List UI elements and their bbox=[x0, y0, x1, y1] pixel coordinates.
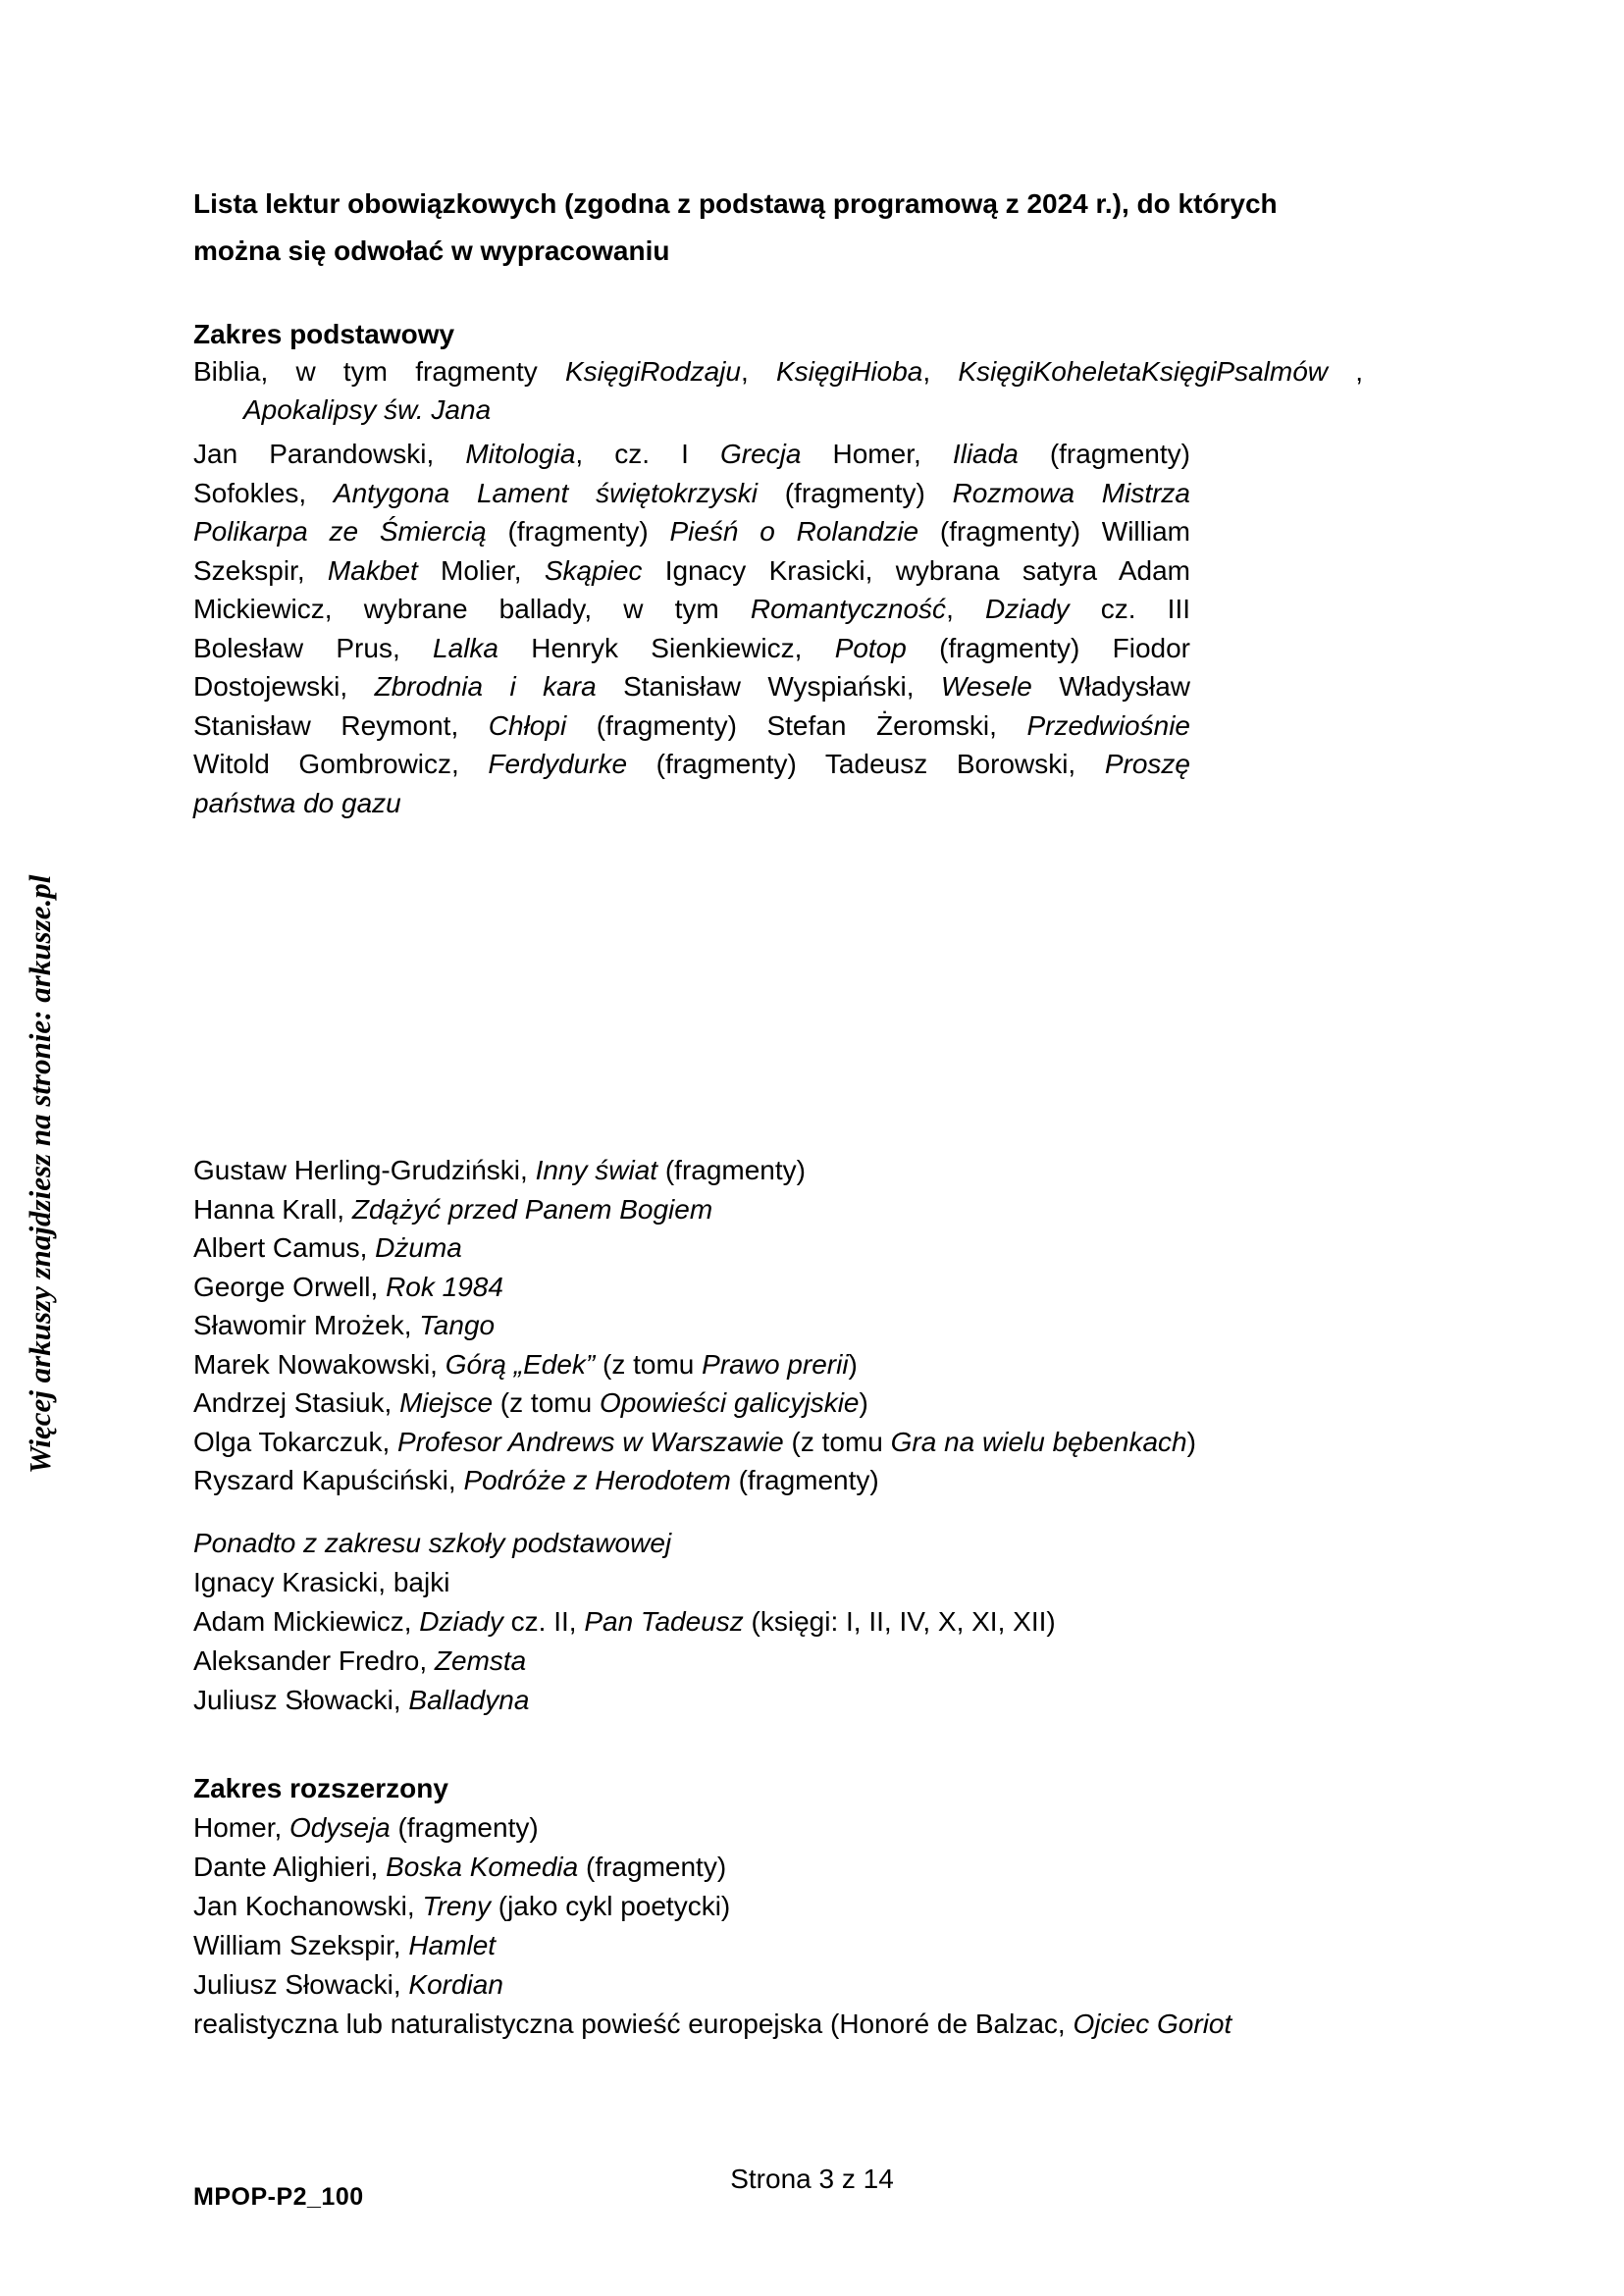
text-segment: (fragmenty) Stefan Żeromski, bbox=[566, 709, 1027, 741]
text-segment: KsięgiRodzaju bbox=[564, 356, 741, 387]
text-segment: Proszę bbox=[1104, 749, 1190, 779]
text-line bbox=[243, 391, 491, 429]
text-segment: (fragmenty) bbox=[486, 516, 670, 547]
text-segment: (fragmenty) bbox=[730, 1465, 879, 1495]
text-line bbox=[193, 353, 1363, 391]
text-segment: Andrzej Stasiuk, bbox=[193, 1387, 400, 1418]
biblia-reading-line bbox=[193, 353, 1363, 391]
text-segment: Ignacy Krasicki, wybrana satyra Adam bbox=[642, 554, 1190, 586]
text-segment: Dżuma bbox=[375, 1232, 462, 1263]
text-line bbox=[193, 181, 1469, 228]
text-segment: Iliada bbox=[952, 439, 1019, 469]
text-line bbox=[193, 1306, 1196, 1345]
text-segment: Zdążyć przed Panem Bogiem bbox=[351, 1193, 713, 1225]
text-segment: Zemsta bbox=[434, 1645, 527, 1676]
text-segment: (fragmenty) Fiodor bbox=[906, 632, 1190, 663]
text-line bbox=[193, 1808, 1231, 1848]
text-line bbox=[193, 316, 454, 353]
text-line bbox=[193, 1642, 1056, 1681]
text-segment: Jan Parandowski, bbox=[193, 439, 466, 469]
zakres-rozszerzony-section bbox=[193, 1769, 1231, 2044]
text-segment: Sofokles, bbox=[193, 477, 334, 508]
text-segment: (fragmenty) bbox=[757, 477, 953, 508]
text-segment: Przedwiośnie bbox=[1026, 709, 1190, 741]
text-line bbox=[193, 1848, 1231, 1887]
text-segment: Miejsce bbox=[399, 1387, 494, 1418]
text-segment: (fragmenty) bbox=[657, 1155, 806, 1185]
text-segment: Pieśń o Rolandzie bbox=[669, 516, 919, 547]
text-line bbox=[193, 1602, 1056, 1642]
text-segment: Odyseja bbox=[289, 1812, 391, 1843]
vertical-margin-note: Więcej arkuszy znajdziesz na stronie: arkusze.pl bbox=[23, 874, 57, 1474]
text-segment: Olga Tokarczuk, bbox=[193, 1426, 398, 1457]
text-line bbox=[193, 1190, 1196, 1229]
text-segment: Podróże z Herodotem bbox=[463, 1465, 731, 1495]
text-segment: Romantyczność bbox=[750, 594, 947, 624]
text-segment: , cz. I bbox=[575, 439, 720, 469]
text-segment: Juliusz Słowacki, bbox=[193, 1685, 409, 1715]
text-line bbox=[193, 629, 1190, 668]
text-segment: Homer, bbox=[193, 1812, 290, 1843]
text-segment: Rozmowa Mistrza bbox=[952, 477, 1191, 508]
text-segment: można się odwołać w wypracowaniu bbox=[193, 235, 670, 266]
text-segment: Lalka bbox=[433, 632, 498, 663]
text-segment: Ojciec Goriot bbox=[1073, 2009, 1232, 2039]
text-segment: Grecja bbox=[719, 439, 802, 469]
form-code: MPOP-P2_100 bbox=[193, 2183, 364, 2211]
section-heading-zakres-podstawowy bbox=[193, 316, 454, 353]
text-segment: Wesele bbox=[940, 671, 1032, 702]
text-line bbox=[193, 1228, 1196, 1268]
text-line bbox=[193, 435, 1190, 474]
apokalipsy-reading-line bbox=[243, 391, 491, 429]
text-segment: Treny bbox=[422, 1891, 491, 1921]
text-segment: Dante Alighieri, bbox=[193, 1852, 387, 1882]
text-segment: (fragmenty) bbox=[1018, 439, 1190, 469]
text-segment: KsięgiKoheletaKsięgiPsalmów bbox=[958, 356, 1329, 387]
text-segment: Polikarpa ze Śmiercią bbox=[193, 516, 487, 547]
text-segment: Prawo prerii bbox=[702, 1348, 849, 1380]
text-segment: Pan Tadeusz bbox=[584, 1606, 744, 1637]
text-line bbox=[193, 474, 1190, 513]
text-segment: Opowieści galicyjskie bbox=[599, 1387, 860, 1418]
text-segment: cz. II, bbox=[502, 1606, 585, 1637]
text-segment: cz. III bbox=[1069, 594, 1190, 624]
text-segment: , bbox=[946, 594, 985, 624]
text-line bbox=[193, 1268, 1196, 1307]
text-segment: Dziady bbox=[419, 1606, 503, 1637]
text-segment: Kordian bbox=[408, 1969, 503, 2000]
text-line bbox=[193, 1524, 1056, 1563]
text-segment: Mitologia bbox=[465, 439, 576, 469]
text-segment: Apokalipsy św. Jana bbox=[243, 394, 492, 425]
text-segment: Makbet bbox=[327, 554, 418, 586]
text-segment: Molier, bbox=[417, 554, 545, 586]
text-segment: Jan Kochanowski, bbox=[193, 1891, 423, 1921]
text-line bbox=[193, 228, 1469, 275]
text-segment: państwa do gazu bbox=[193, 787, 401, 818]
text-line bbox=[193, 667, 1190, 706]
text-segment: Marek Nowakowski, bbox=[193, 1348, 445, 1380]
text-segment: KsięgiHioba bbox=[775, 356, 923, 387]
text-segment: (księgi: I, II, IV, X, XI, XII) bbox=[743, 1606, 1056, 1637]
text-segment: , bbox=[1328, 356, 1364, 387]
text-segment: (fragmenty) bbox=[578, 1852, 727, 1882]
text-segment: Górą „Edek” bbox=[445, 1348, 596, 1380]
text-segment: Inny świat bbox=[535, 1155, 658, 1185]
text-segment: , bbox=[922, 356, 959, 387]
text-segment: William Szekspir, bbox=[193, 1930, 409, 1960]
text-segment: Witold Gombrowicz, bbox=[193, 749, 489, 779]
text-segment: Chłopi bbox=[488, 709, 567, 741]
text-line bbox=[193, 1563, 1056, 1602]
text-line bbox=[193, 706, 1190, 746]
text-segment: Zakres rozszerzony bbox=[193, 1773, 448, 1803]
text-line bbox=[193, 1965, 1231, 2005]
text-line bbox=[193, 1345, 1196, 1384]
text-segment: (z tomu bbox=[493, 1387, 600, 1418]
text-segment: Stanisław Reymont, bbox=[193, 709, 489, 741]
text-segment: Skąpiec bbox=[544, 554, 643, 586]
text-segment: (z tomu bbox=[595, 1348, 703, 1380]
text-line bbox=[193, 1423, 1196, 1462]
text-line bbox=[193, 551, 1190, 591]
text-segment: Szekspir, bbox=[193, 554, 328, 586]
text-segment: Adam Mickiewicz, bbox=[193, 1606, 420, 1637]
text-segment: Profesor Andrews w Warszawie bbox=[397, 1426, 784, 1457]
text-segment: George Orwell, bbox=[193, 1271, 387, 1302]
text-segment: Balladyna bbox=[408, 1685, 530, 1715]
text-line bbox=[193, 2005, 1231, 2044]
text-line bbox=[193, 1769, 1231, 1808]
text-segment: Gra na wielu bębenkach bbox=[890, 1426, 1187, 1457]
text-segment: Bolesław Prus, bbox=[193, 632, 434, 663]
text-line bbox=[193, 1151, 1196, 1190]
text-segment: Sławomir Mrożek, bbox=[193, 1310, 420, 1340]
text-segment: Lista lektur obowiązkowych (zgodna z podstawą programową z 2024 r.), do których bbox=[193, 188, 1278, 219]
text-segment: Zakres podstawowy bbox=[193, 319, 455, 349]
text-line bbox=[193, 1461, 1196, 1500]
text-segment: ) bbox=[859, 1387, 868, 1418]
text-segment: Zbrodnia i kara bbox=[374, 671, 597, 702]
text-segment: Juliusz Słowacki, bbox=[193, 1969, 409, 2000]
text-segment: ) bbox=[848, 1348, 858, 1380]
document-title bbox=[193, 181, 1469, 275]
text-segment: Biblia, w tym fragmenty bbox=[193, 356, 565, 387]
text-segment: Rok 1984 bbox=[386, 1271, 503, 1302]
text-segment: Hamlet bbox=[408, 1930, 497, 1960]
text-segment: Ferdydurke bbox=[488, 749, 628, 779]
text-segment: (fragmenty) Tadeusz Borowski, bbox=[627, 749, 1105, 779]
text-segment: (z tomu bbox=[783, 1426, 891, 1457]
text-segment: Władysław bbox=[1031, 671, 1191, 702]
text-segment: Aleksander Fredro, bbox=[193, 1645, 435, 1676]
text-line bbox=[193, 784, 1190, 823]
text-line bbox=[193, 1926, 1231, 1965]
text-segment: (jako cykl poetycki) bbox=[490, 1891, 731, 1921]
text-line bbox=[193, 590, 1190, 629]
page-number: Strona 3 z 14 bbox=[730, 2164, 894, 2194]
text-segment: Gustaw Herling-Grudziński, bbox=[193, 1155, 536, 1185]
text-segment: Dostojewski, bbox=[193, 671, 375, 702]
text-segment: , bbox=[740, 356, 776, 387]
text-segment: Henryk Sienkiewicz, bbox=[498, 632, 835, 663]
text-segment: ) bbox=[1186, 1426, 1196, 1457]
text-segment: Mickiewicz, wybrane ballady, w tym bbox=[193, 594, 751, 624]
reading-list bbox=[193, 1151, 1196, 1500]
text-segment: (fragmenty) bbox=[390, 1812, 539, 1843]
text-segment: Ryszard Kapuściński, bbox=[193, 1465, 464, 1495]
text-segment: Stanisław Wyspiański, bbox=[596, 671, 941, 702]
text-segment: Homer, bbox=[801, 439, 953, 469]
text-segment: Ponadto z zakresu szkoły podstawowej bbox=[193, 1528, 672, 1558]
text-line bbox=[193, 512, 1190, 551]
text-line bbox=[193, 1887, 1231, 1926]
text-segment: Albert Camus, bbox=[193, 1232, 376, 1263]
text-segment: Boska Komedia bbox=[386, 1852, 579, 1882]
text-segment: (fragmenty) William bbox=[918, 516, 1190, 547]
text-segment: Tango bbox=[419, 1310, 496, 1340]
text-segment: Ignacy Krasicki, bajki bbox=[193, 1567, 450, 1597]
text-segment: Hanna Krall, bbox=[193, 1193, 352, 1225]
ponadto-section bbox=[193, 1524, 1056, 1720]
text-segment: Antygona Lament świętokrzyski bbox=[333, 477, 758, 508]
text-line bbox=[193, 1383, 1196, 1423]
compulsory-readings-paragraph bbox=[193, 435, 1190, 822]
text-line bbox=[193, 745, 1190, 784]
text-segment: Potop bbox=[834, 632, 907, 663]
text-line bbox=[193, 1681, 1056, 1720]
text-segment: realistyczna lub naturalistyczna powieść europejska (Honoré de Balzac, bbox=[193, 2009, 1074, 2039]
text-segment: Dziady bbox=[985, 594, 1070, 624]
